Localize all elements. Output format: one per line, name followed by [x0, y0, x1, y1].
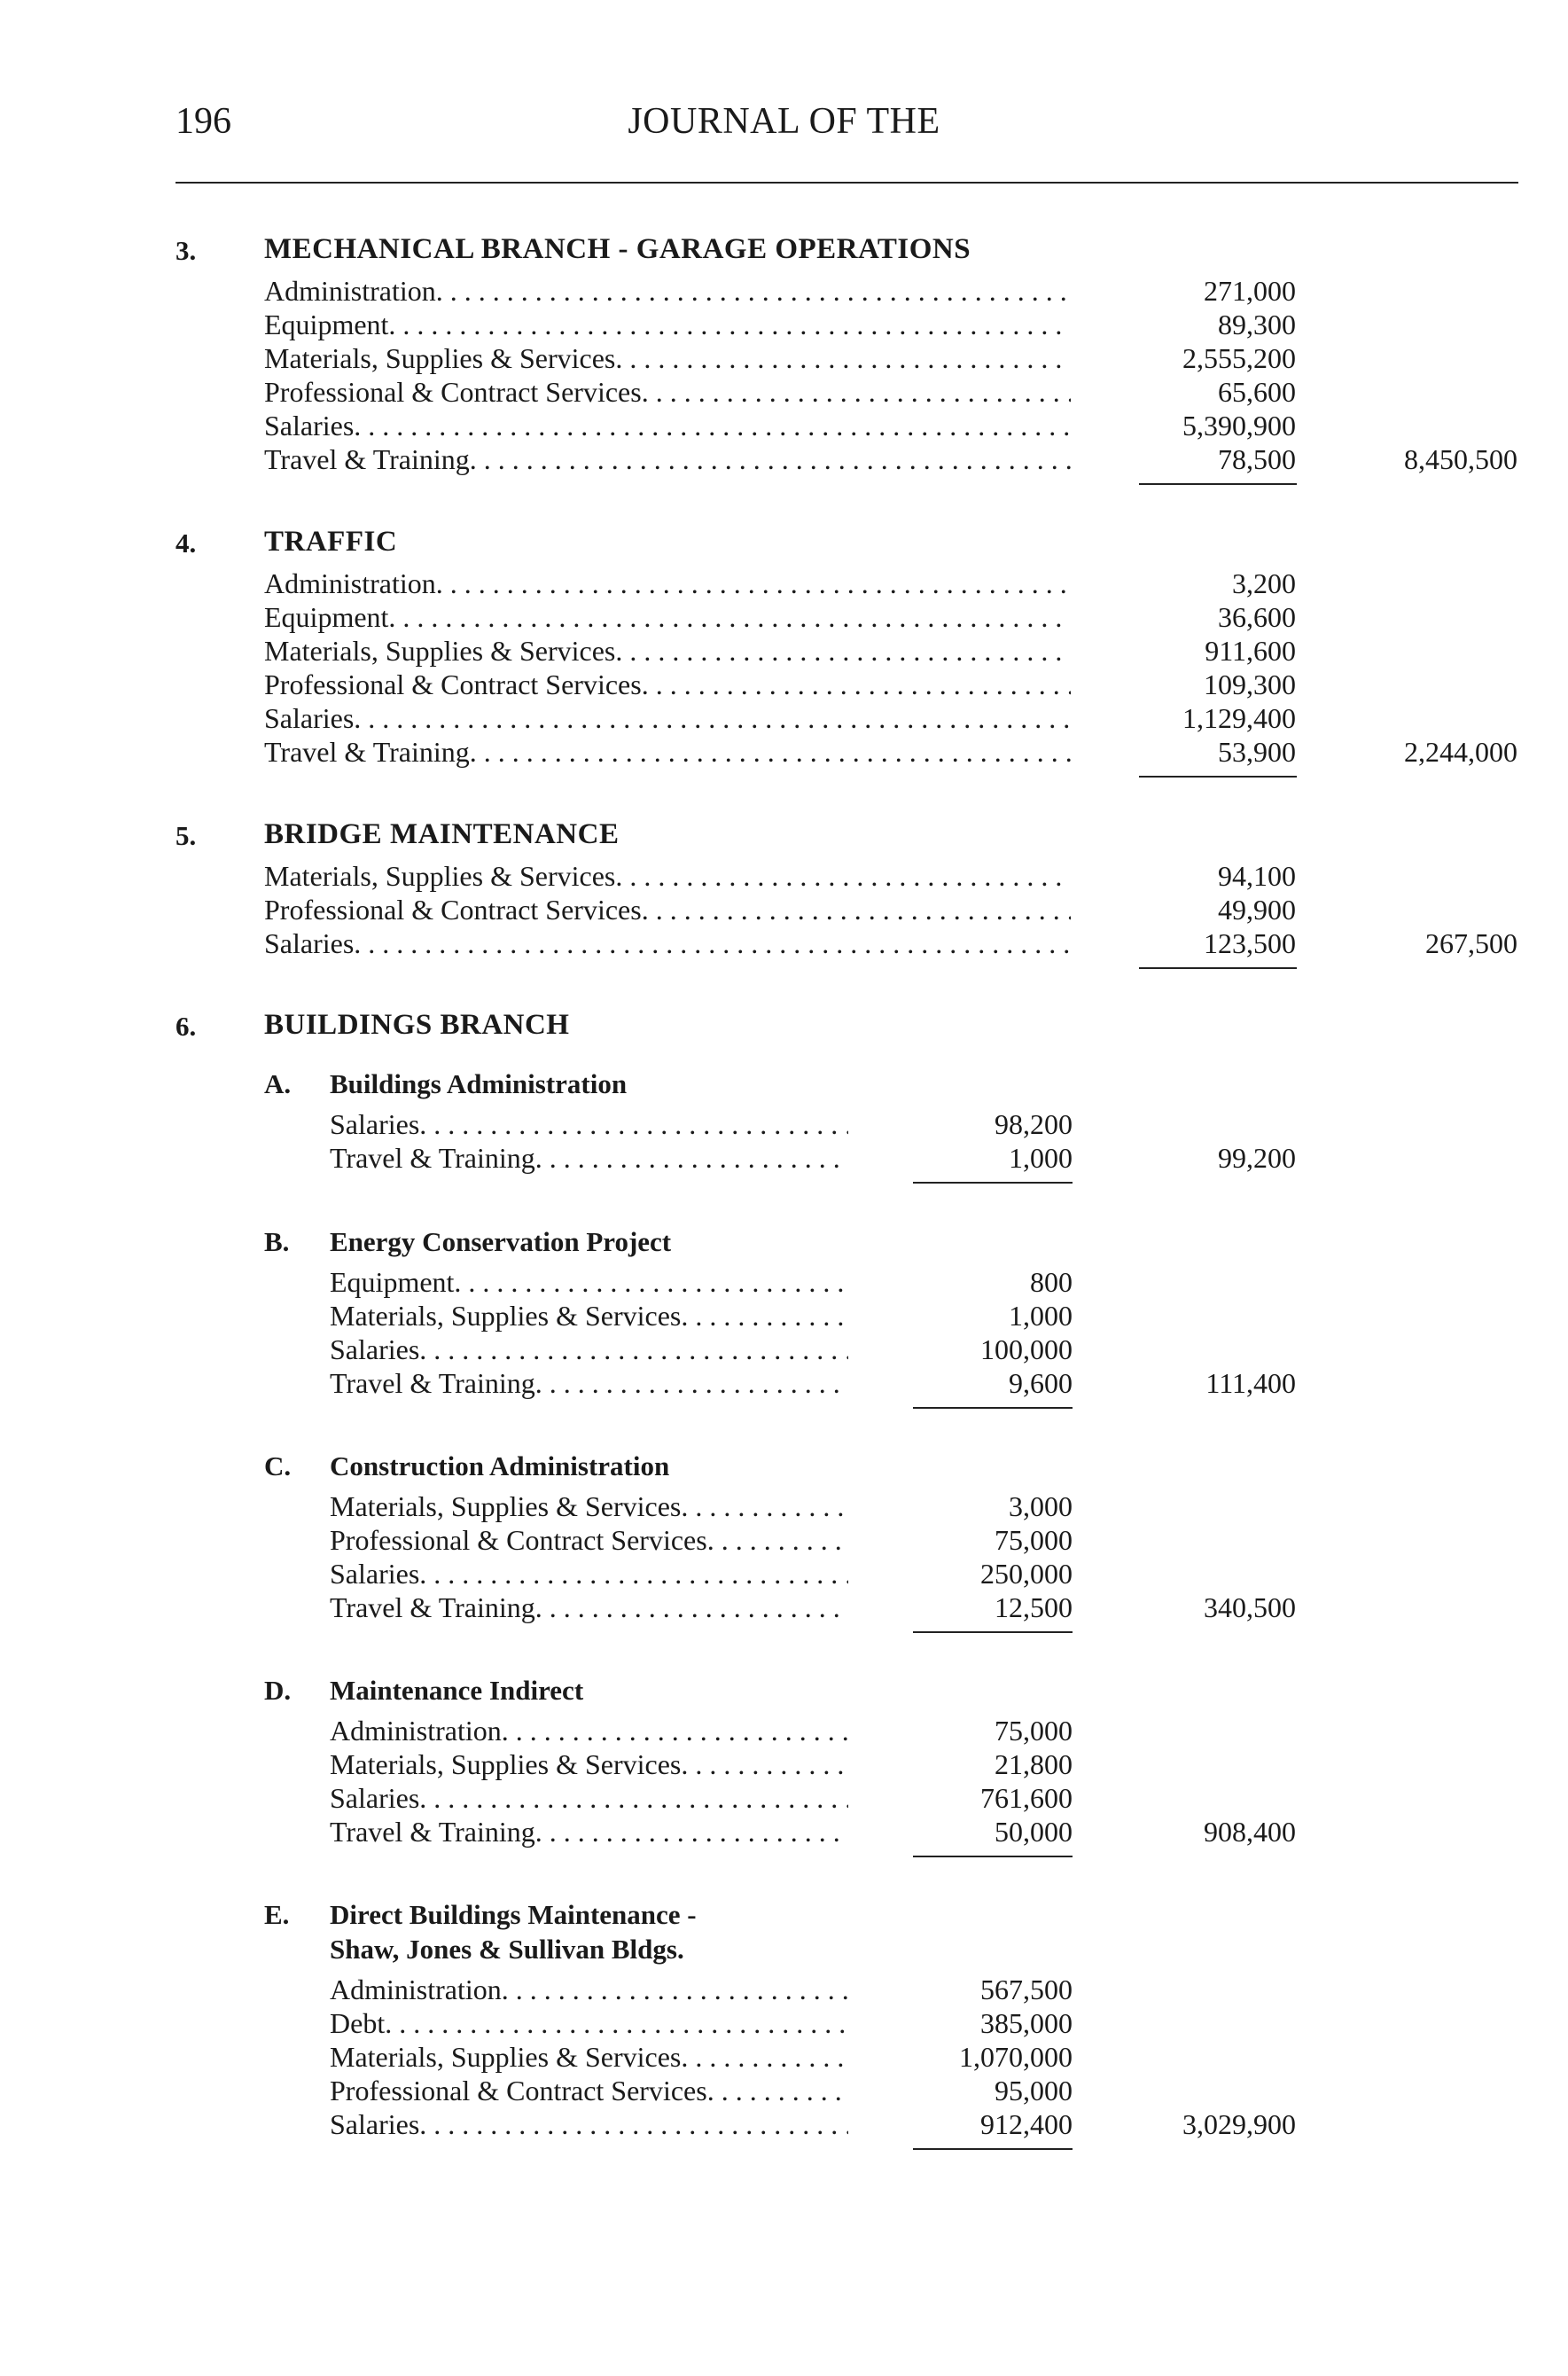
- line-item: Materials, Supplies & Services . . .: [330, 1748, 848, 1781]
- subtotal-rule: [913, 1631, 1073, 1633]
- section-title: MECHANICAL BRANCH - GARAGE OPERATIONS: [264, 233, 971, 265]
- section-total: 8,450,500: [1404, 443, 1517, 475]
- line-amount: 98,200: [995, 1108, 1073, 1140]
- line-amount: 123,500: [1204, 927, 1296, 959]
- line-amount: 36,600: [1218, 601, 1296, 633]
- line-amount: 21,800: [995, 1748, 1073, 1780]
- line-amount: 1,070,000: [959, 2041, 1073, 2073]
- line-item: Materials, Supplies & Services . . .: [330, 2041, 848, 2074]
- line-amount: 75,000: [995, 1524, 1073, 1556]
- subtotal-rule: [1139, 483, 1297, 485]
- subsection-letter: E.: [264, 1899, 290, 1930]
- subsection-total: 3,029,900: [1182, 2108, 1296, 2140]
- line-item: Travel & Training . . .: [330, 1591, 848, 1624]
- section-total: 2,244,000: [1404, 736, 1517, 768]
- line-amount: 65,600: [1218, 376, 1296, 408]
- line-amount: 53,900: [1218, 736, 1296, 768]
- line-item: Salaries . . .: [330, 1782, 848, 1815]
- line-item: Salaries . . .: [330, 1108, 848, 1141]
- line-amount: 250,000: [980, 1558, 1073, 1590]
- line-amount: 761,600: [980, 1782, 1073, 1814]
- line-item: Salaries . . .: [330, 1333, 848, 1366]
- subsection-total: 99,200: [1218, 1142, 1296, 1174]
- line-item: Debt . . .: [330, 2007, 848, 2040]
- subsection-title: Construction Administration: [330, 1450, 670, 1481]
- subtotal-rule: [913, 2148, 1073, 2150]
- line-amount: 5,390,900: [1182, 410, 1296, 442]
- subtotal-rule: [913, 1182, 1073, 1184]
- line-item: Administration . . .: [264, 275, 1071, 308]
- line-item: Salaries . . .: [264, 410, 1071, 442]
- subsection-letter: D.: [264, 1675, 292, 1706]
- line-item: Administration . . .: [264, 567, 1071, 600]
- line-amount: 9,600: [1009, 1367, 1073, 1399]
- line-amount: 912,400: [980, 2108, 1073, 2140]
- running-title: JOURNAL OF THE: [628, 101, 940, 142]
- line-amount: 78,500: [1218, 443, 1296, 475]
- line-item: Materials, Supplies & Services . . .: [264, 860, 1071, 893]
- subtotal-rule: [913, 1407, 1073, 1409]
- header-rule: [176, 182, 1518, 184]
- subtotal-rule: [913, 1856, 1073, 1857]
- line-item: Materials, Supplies & Services . . .: [330, 1490, 848, 1523]
- line-amount: 1,129,400: [1182, 702, 1296, 734]
- line-amount: 800: [1030, 1266, 1073, 1298]
- line-item: Materials, Supplies & Services . . .: [264, 635, 1071, 668]
- line-amount: 271,000: [1204, 275, 1296, 307]
- line-amount: 385,000: [980, 2007, 1073, 2039]
- page-number: 196: [176, 101, 231, 142]
- section-title: BUILDINGS BRANCH: [264, 1009, 570, 1041]
- line-amount: 50,000: [995, 1816, 1073, 1848]
- line-item: Salaries . . .: [264, 927, 1071, 960]
- line-amount: 911,600: [1205, 635, 1296, 667]
- section-number: 5.: [176, 820, 197, 851]
- line-amount: 567,500: [980, 1973, 1073, 2005]
- line-amount: 12,500: [995, 1591, 1073, 1623]
- section-title: BRIDGE MAINTENANCE: [264, 818, 620, 850]
- line-item: Professional & Contract Services . . .: [330, 1524, 848, 1557]
- line-item: Salaries . . .: [264, 702, 1071, 735]
- line-item: Equipment . . .: [330, 1266, 848, 1299]
- line-amount: 95,000: [995, 2075, 1073, 2106]
- line-amount: 89,300: [1218, 309, 1296, 340]
- line-amount: 94,100: [1218, 860, 1296, 892]
- subsection-letter: C.: [264, 1450, 292, 1481]
- subsection-letter: A.: [264, 1068, 292, 1099]
- line-amount: 109,300: [1204, 668, 1296, 700]
- line-item: Travel & Training . . .: [330, 1367, 848, 1400]
- subsection-total: 908,400: [1204, 1816, 1296, 1848]
- line-item: Materials, Supplies & Services . . .: [264, 342, 1071, 375]
- subsection-total: 340,500: [1204, 1591, 1296, 1623]
- line-item: Professional & Contract Services . . .: [264, 894, 1071, 926]
- line-item: Travel & Training . . .: [264, 736, 1071, 769]
- line-amount: 2,555,200: [1182, 342, 1296, 374]
- line-amount: 100,000: [980, 1333, 1073, 1365]
- line-item: Travel & Training . . .: [264, 443, 1071, 476]
- subsection-title-continued: Shaw, Jones & Sullivan Bldgs.: [330, 1934, 684, 1965]
- line-item: Salaries . . .: [330, 2108, 848, 2141]
- line-amount: 3,000: [1009, 1490, 1073, 1522]
- subsection-title: Maintenance Indirect: [330, 1675, 584, 1706]
- line-amount: 75,000: [995, 1715, 1073, 1747]
- line-item: Equipment . . .: [264, 601, 1071, 634]
- section-total: 267,500: [1425, 927, 1517, 959]
- section-number: 4.: [176, 528, 197, 559]
- line-item: Equipment . . .: [264, 309, 1071, 341]
- subtotal-rule: [1139, 967, 1297, 969]
- line-amount: 3,200: [1232, 567, 1296, 599]
- line-item: Salaries . . .: [330, 1558, 848, 1591]
- line-item: Professional & Contract Services . . .: [330, 2075, 848, 2107]
- section-title: TRAFFIC: [264, 526, 398, 558]
- line-item: Administration . . .: [330, 1973, 848, 2006]
- subsection-title: Buildings Administration: [330, 1068, 628, 1099]
- subsection-title: Direct Buildings Maintenance -: [330, 1899, 697, 1930]
- subsection-title: Energy Conservation Project: [330, 1226, 672, 1257]
- line-amount: 1,000: [1009, 1300, 1073, 1332]
- line-amount: 49,900: [1218, 894, 1296, 926]
- line-item: Professional & Contract Services . . .: [264, 376, 1071, 409]
- subtotal-rule: [1139, 776, 1297, 778]
- line-item: Materials, Supplies & Services . . .: [330, 1300, 848, 1333]
- line-item: Professional & Contract Services . . .: [264, 668, 1071, 701]
- line-item: Travel & Training . . .: [330, 1142, 848, 1175]
- line-amount: 1,000: [1009, 1142, 1073, 1174]
- subsection-total: 111,400: [1205, 1367, 1296, 1399]
- section-number: 3.: [176, 235, 197, 266]
- line-item: Travel & Training . . .: [330, 1816, 848, 1848]
- line-item: Administration . . .: [330, 1715, 848, 1747]
- section-number: 6.: [176, 1011, 197, 1042]
- subsection-letter: B.: [264, 1226, 290, 1257]
